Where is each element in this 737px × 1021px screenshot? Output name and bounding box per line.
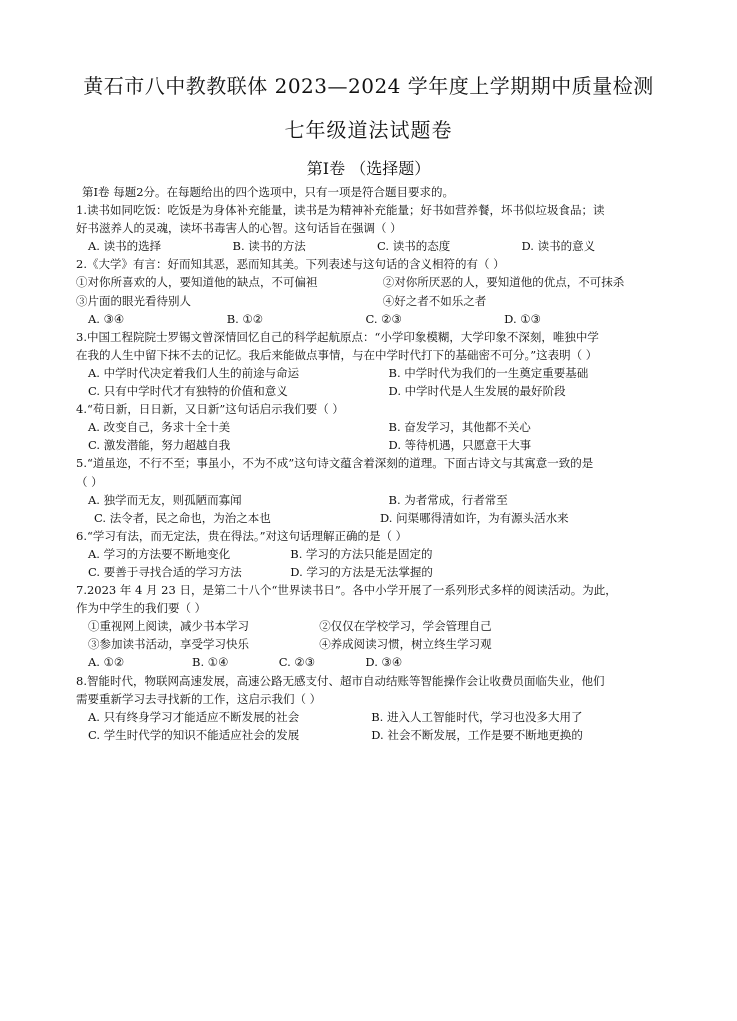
q4-stem: 4.“苟日新，日日新，又日新”这句话启示我们要（ ） bbox=[76, 402, 344, 417]
q2-options bbox=[76, 310, 666, 328]
q5-option-d: D. 问渠哪得清如许，为有源头活水来 bbox=[380, 510, 569, 525]
q6-options-1 bbox=[76, 545, 666, 563]
instructions: 第Ⅰ卷 每题2分。在每题给出的四个选项中，只有一项是符合题目要求的。 bbox=[82, 185, 455, 199]
q3-option-d: D. 中学时代是人生发展的最好阶段 bbox=[388, 384, 566, 399]
exam-title: 黄石市八中教教联体 2023—2024 学年度上学期期中质量检测 bbox=[83, 74, 654, 98]
q4-option-d: D. 等待机遇，只愿意干大事 bbox=[388, 438, 532, 453]
q8-stem-line-2: 需要重新学习去寻找新的工作，这启示我们（ ） bbox=[76, 691, 322, 706]
q4-option-a: A. 改变自己，务求十全十美 bbox=[88, 420, 231, 435]
q7-stem-line-1: 7.2023 年 4 月 23 日，是第二十八个“世界读书日”。各中小学开展了一系列形式多样的阅读活动。为此， bbox=[76, 583, 617, 598]
q3-option-b: B. 中学时代为我们的一生奠定重要基础 bbox=[388, 365, 589, 380]
q5-option-c: C. 法令者，民之命也，为治之本也 bbox=[94, 510, 271, 525]
q2-statement-4: ④好之者不如乐之者 bbox=[382, 293, 487, 308]
q1-options bbox=[76, 237, 666, 255]
q2-option-a: A. ③④ bbox=[88, 311, 125, 326]
q8-options-1 bbox=[76, 708, 666, 726]
q5-options-1 bbox=[76, 491, 666, 509]
q5-stem-line-2: （ ） bbox=[76, 474, 103, 489]
q7-statements-1 bbox=[76, 617, 666, 635]
q2-stem: 2.《大学》有言：好而知其恶，恶而知其美。下列表述与这句话的含义相符的有（ ） bbox=[76, 257, 505, 272]
q7-statement-2: ②仅仅在学校学习，学会管理自己 bbox=[319, 619, 492, 634]
q7-statements-2 bbox=[76, 635, 666, 653]
q7-statement-4: ④养成阅读习惯，树立终生学习观 bbox=[319, 637, 492, 652]
q3-options-1 bbox=[76, 364, 666, 382]
q3-option-c: C. 只有中学时代才有独特的价值和意义 bbox=[88, 384, 288, 399]
q5-option-b: B. 为者常成，行者常至 bbox=[388, 492, 508, 507]
q6-stem: 6.“学习有法，而无定法，贵在得法。”对这句话理解正确的是（ ） bbox=[76, 528, 408, 543]
q3-stem-line-2: 在我的人生中留下抹不去的记忆。我后来能做点事情，与在中学时代打下的基础密不可分。”这表明（ ） bbox=[76, 347, 598, 362]
q4-option-c: C. 激发潜能，努力超越自我 bbox=[88, 438, 231, 453]
q7-stem-line-2: 作为中学生的我们要（ ） bbox=[76, 601, 207, 616]
q8-options-2 bbox=[76, 726, 666, 744]
q2-option-c: C. ②③ bbox=[365, 311, 402, 326]
q1-option-d: D. 读书的意义 bbox=[521, 239, 596, 254]
q4-options-1 bbox=[76, 418, 666, 436]
q4-options-2 bbox=[76, 436, 666, 454]
q2-statement-3: ③片面的眼光看待别人 bbox=[76, 293, 191, 308]
q7-option-d: D. ③④ bbox=[365, 655, 403, 670]
q1-option-a: A. 读书的选择 bbox=[88, 239, 162, 254]
q2-option-b: B. ①② bbox=[226, 311, 264, 326]
q8-option-b: B. 进入人工智能时代，学习也没多大用了 bbox=[371, 709, 583, 724]
q7-option-a: A. ①② bbox=[88, 655, 125, 670]
q8-option-d: D. 社会不断发展，工作是要不断地更换的 bbox=[371, 727, 583, 742]
q7-options bbox=[76, 653, 666, 671]
section-heading: 第Ⅰ卷 （选择题） bbox=[306, 159, 431, 178]
q2-statements-1 bbox=[76, 273, 666, 291]
q6-option-b: B. 学习的方法只能是固定的 bbox=[290, 546, 433, 561]
q3-options-2 bbox=[76, 382, 666, 400]
q2-statement-1: ①对你所喜欢的人，要知道他的缺点，不可偏袒 bbox=[76, 275, 318, 290]
q8-stem-line-1: 8.智能时代，物联网高速发展，高速公路无感支付、超市自动结账等智能操作会让收费员面临失业，他们 bbox=[76, 673, 605, 688]
q6-option-d: D. 学习的方法是无法掌握的 bbox=[290, 564, 433, 579]
q5-stem-line-1: 5.“道虽迩，不行不至；事虽小，不为不成”这句诗文蕴含着深刻的道理。下面古诗文与其寓意一致的是 bbox=[76, 456, 594, 471]
q5-options-2 bbox=[76, 509, 666, 527]
q2-statement-2: ②对你所厌恶的人，要知道他的优点，不可抹杀 bbox=[382, 275, 625, 290]
q1-stem-line-2: 好书滋养人的灵魂，读坏书毒害人的心智。这句话旨在强调（ ） bbox=[76, 221, 402, 236]
q7-statement-3: ③参加读书活动，享受学习快乐 bbox=[88, 637, 249, 652]
q6-option-c: C. 要善于寻找合适的学习方法 bbox=[88, 564, 242, 579]
q3-option-a: A. 中学时代决定着我们人生的前途与命运 bbox=[88, 365, 300, 380]
q7-statement-1: ①重视网上阅读，减少书本学习 bbox=[88, 619, 249, 634]
q6-option-a: A. 学习的方法要不断地变化 bbox=[88, 546, 231, 561]
exam-subtitle: 七年级道法试题卷 bbox=[284, 118, 453, 142]
questions-body bbox=[76, 183, 666, 744]
q3-stem-line-1: 3.中国工程院院士罗锡文曾深情回忆自己的科学起航原点：“小学印象模糊，大学印象不深刻，唯独中学 bbox=[76, 329, 599, 344]
q5-option-a: A. 独学而无友，则孤陋而寡闻 bbox=[88, 492, 242, 507]
q8-option-a: A. 只有终身学习才能适应不断发展的社会 bbox=[88, 709, 300, 724]
q1-stem-line-1: 1.读书如同吃饭：吃饭是为身体补充能量，读书是为精神补充能量；好书如营养餐，坏书似垃圾食品；读 bbox=[76, 203, 605, 218]
q2-statements-2 bbox=[76, 292, 666, 310]
q1-option-b: B. 读书的方法 bbox=[232, 239, 306, 254]
q7-option-c: C. ②③ bbox=[278, 655, 316, 670]
q4-option-b: B. 奋发学习，其他都不关心 bbox=[388, 420, 531, 435]
q8-option-c: C. 学生时代学的知识不能适应社会的发展 bbox=[88, 727, 300, 742]
q1-option-c: C. 读书的态度 bbox=[377, 239, 451, 254]
q2-option-d: D. ①③ bbox=[504, 311, 541, 326]
q7-option-b: B. ①④ bbox=[192, 655, 229, 670]
q6-options-2 bbox=[76, 563, 666, 581]
